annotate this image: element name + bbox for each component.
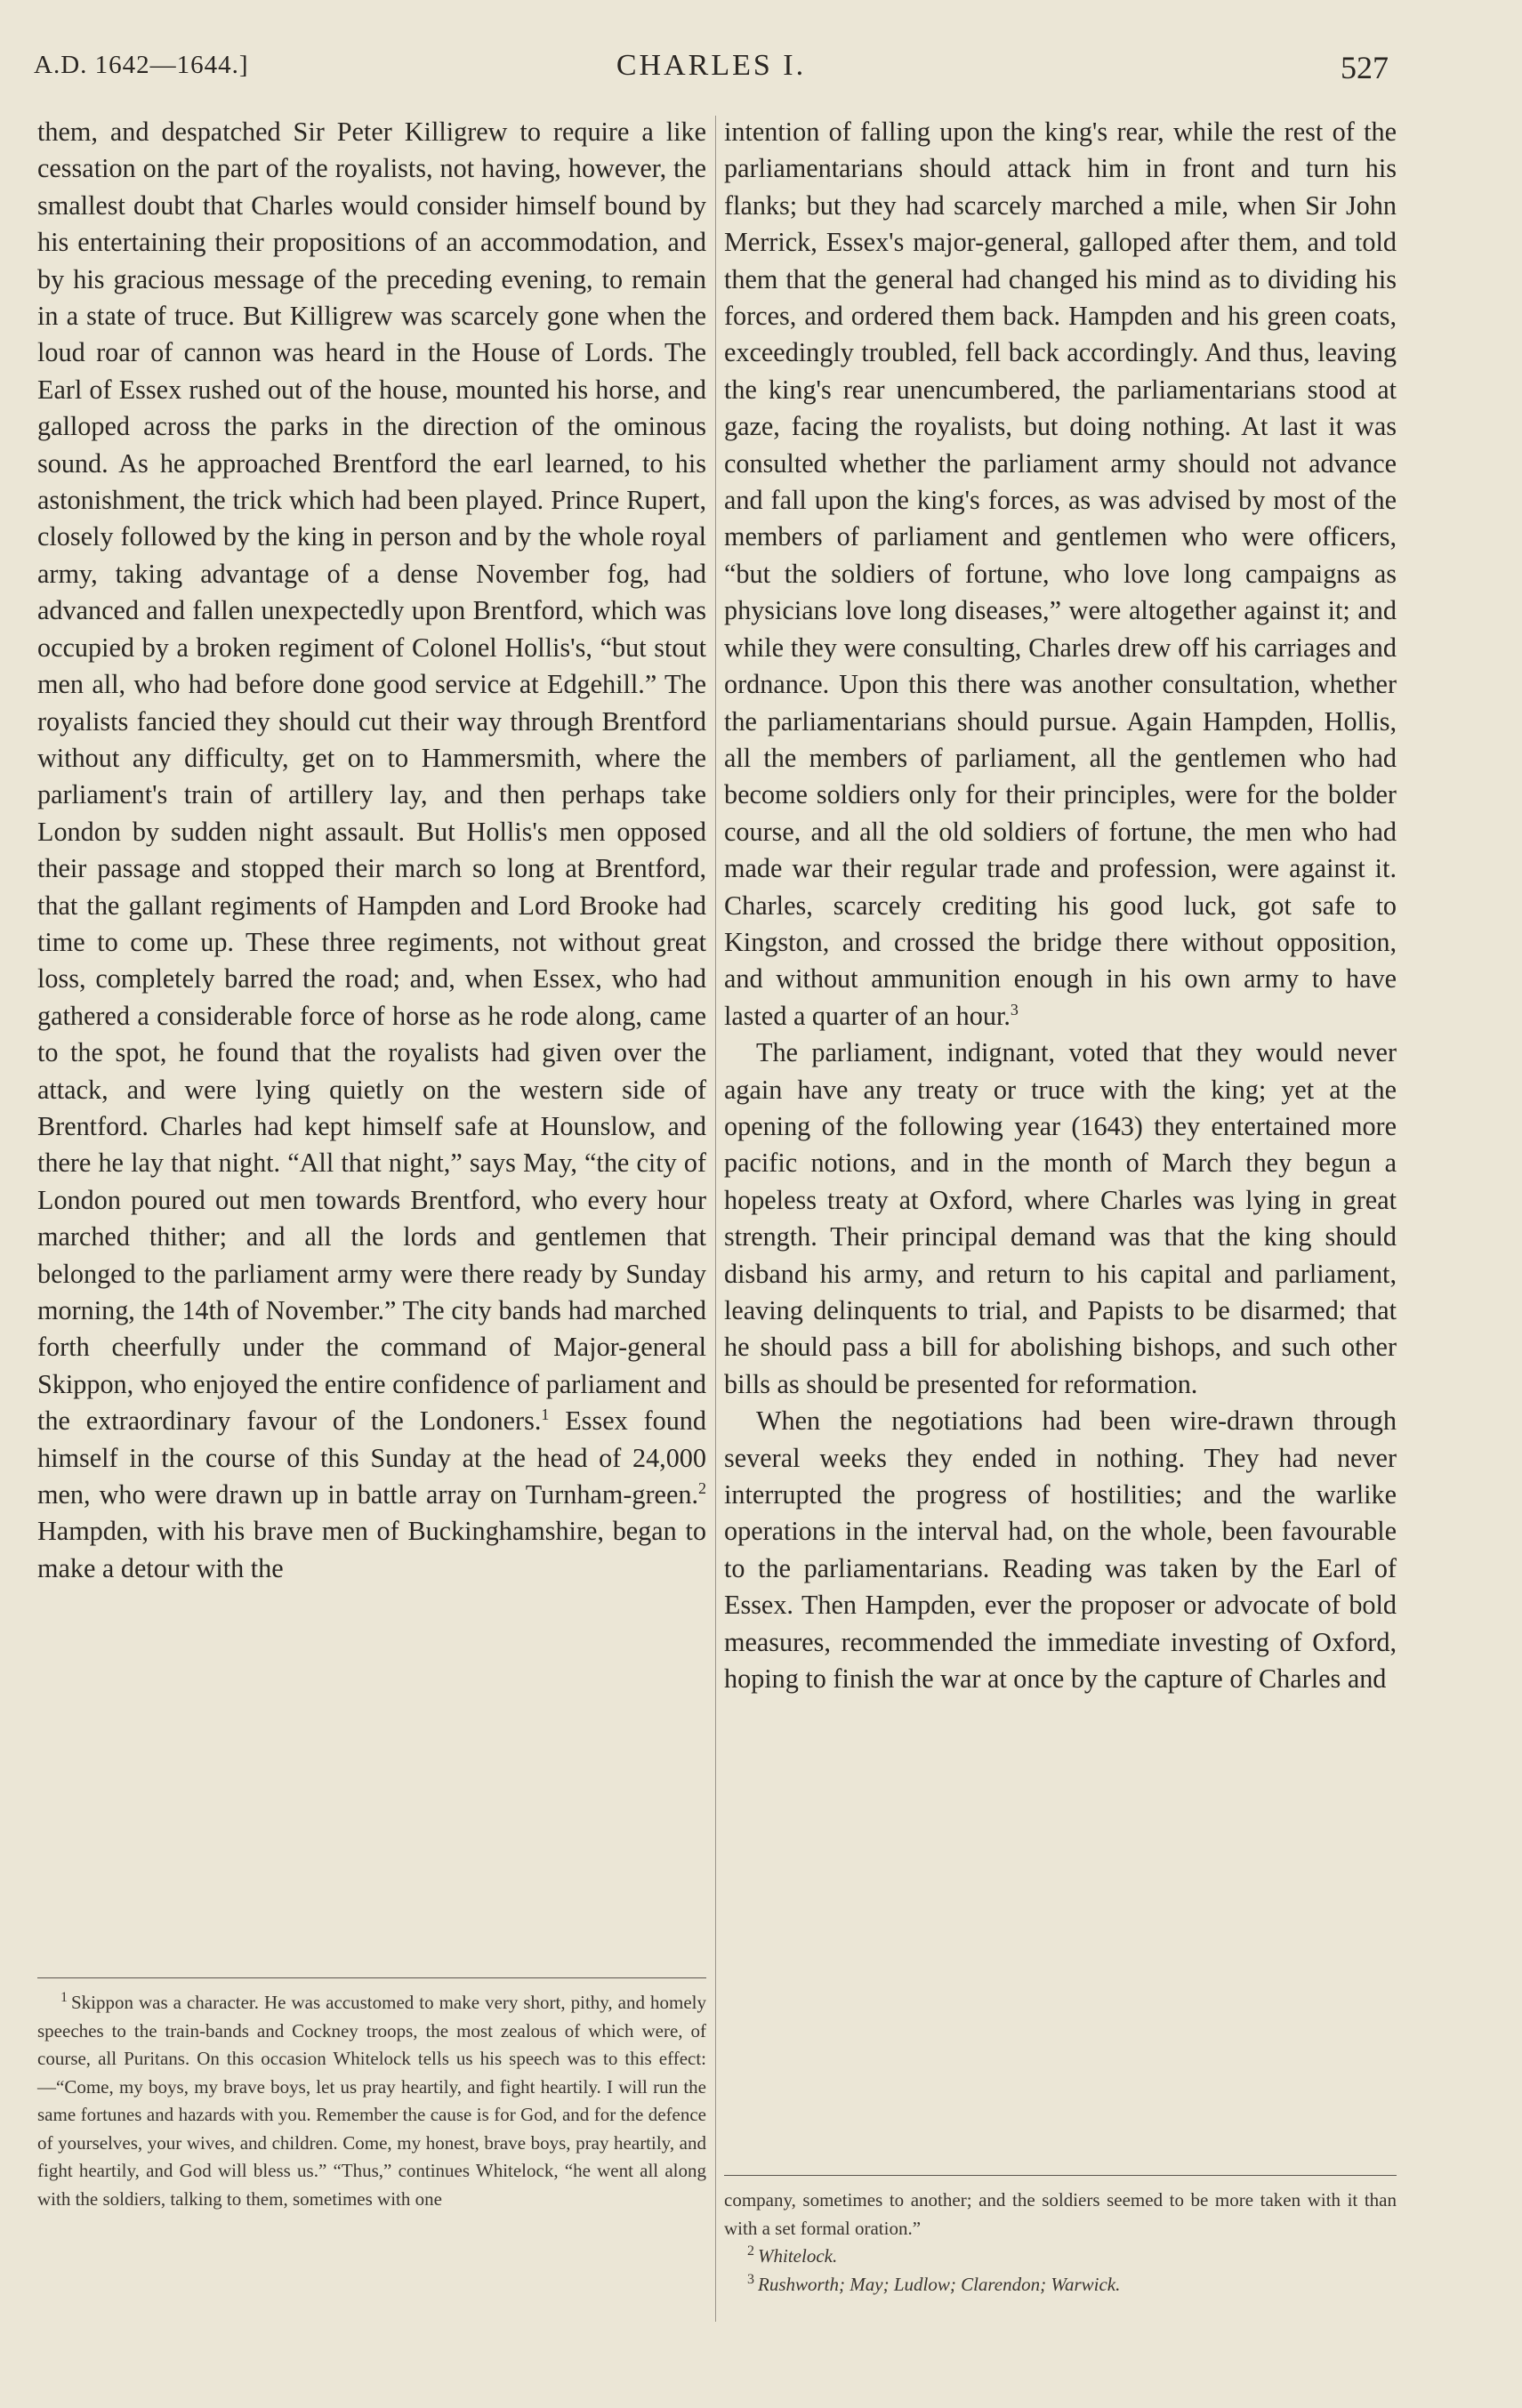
right-paragraph-3: When the negotiations had been wire-drawn through several weeks they ended in nothing. They had never interrupted the progress of hostilities; and the warlike operations in the interval had, on the whole, been favourable to the parliamentarians. Reading was taken by the Earl of Essex. Then Hampden, ever the proposer or advocate of bold measures, recommended the immediate investing of Oxford, hoping to finish the war at once by the capture of Charles and <box>724 1405 1397 1695</box>
footnote-rule-left <box>37 1977 706 1978</box>
footnote-ref-1: 1 <box>541 1405 550 1424</box>
footnotes-left <box>37 1989 706 2213</box>
footnote-ref-2: 2 <box>698 1478 706 1497</box>
right-paragraph-1-text: intention of falling upon the king's rear, while the rest of the parliamentarians should attack him in front and turn his flanks; but they had scarcely marched a mile, when Sir John Merrick, Essex's major-general, galloped after them, and told them that the general had changed his mind as to dividing his forces, and ordered them back. Hampden and his green coats, exceedingly troubled, fell back accordingly. And thus, leaving the king's rear unencumbered, the parliamentarians stood at gaze, facing the royalists, but doing nothing. At last it was consulted whether the parliament army should not advance and fall upon the king's forces, as was advised by most of the members of parliament and gentlemen who were officers, “but the soldiers of fortune, who love long campaigns as physicians love long diseases,” were altogether against it; and while they were consulting, Charles drew off his carriages and ordnance. Upon this there was another consultation, whether the parliamentarians should pursue. Again Hampden, Hollis, all the members of parliament, all the gentlemen who had become soldiers only for their principles, were for the bolder course, and all the old soldiers of fortune, the men who had made war their regular trade and profession, were against it. Charles, scarcely crediting his good luck, got safe to Kingston, and crossed the bridge there without opposition, and without ammunition enough in his own army to have lasted a quarter of an hour. <box>724 117 1397 1031</box>
footnote-2-number: 2 <box>747 2243 754 2259</box>
left-paragraph-end: Hampden, with his brave men of Buckinghamshire, began to make a detour with the <box>37 1516 706 1583</box>
right-paragraph-1 <box>724 114 1397 1035</box>
footnote-2-text: Whitelock. <box>758 2245 838 2267</box>
footnote-3-text: Rushworth; May; Ludlow; Clarendon; Warwick. <box>758 2273 1121 2295</box>
right-column <box>724 114 1397 1697</box>
header-title: CHARLES I. <box>616 49 807 82</box>
footnote-1-text: Skippon was a character. He was accustomed to make very short, pithy, and homely speeches to the train-bands and Cockney troops, the most zealous of which were, of course, all Puritans. On this occasion Whitelock tells us his speech was to this effect:—“Come, my boys, my brave boys, let us pray heartily, and fight heartily. I will run the same fortunes and hazards with you. Remember the cause is for God, and for the defence of yourselves, your wives, and children. Come, my honest, brave boys, pray heartily, and fight heartily, and God will bless us.” “Thus,” continues Whitelock, “he went all along with the soldiers, talking to them, sometimes with one <box>37 1992 706 2210</box>
footnote-3-number: 3 <box>747 2271 754 2287</box>
running-head <box>34 49 1389 85</box>
footnote-ref-3: 3 <box>1010 1000 1019 1019</box>
footnote-rule-right <box>724 2175 1397 2176</box>
left-paragraph <box>37 114 706 1587</box>
footnote-1-continued: company, sometimes to another; and the soldiers seemed to be more taken with it than with a set formal oration.” <box>724 2189 1397 2239</box>
right-paragraph-2: The parliament, indignant, voted that they would never again have any treaty or truce with the king; yet at the opening of the following year (1643) they entertained more pacific notions, and in the month of March they begun a hopeless treaty at Oxford, where Charles was lying in great strength. Their principal demand was that the king should disband his army, and return to his capital and parliament, leaving delinquents to trial, and Papists to be disarmed; that he should pass a bill for abolishing bishops, and such other bills as should be presented for reformation. <box>724 1037 1397 1399</box>
footnote-1-number: 1 <box>60 1990 68 2005</box>
footnote-2 <box>724 2243 1397 2271</box>
left-column <box>37 114 706 1587</box>
footnote-3 <box>724 2271 1397 2299</box>
footnotes-right <box>724 2187 1397 2299</box>
footnote-1 <box>37 1989 706 2213</box>
left-paragraph-text: them, and despatched Sir Peter Killigrew to require a like cessation on the part of the royalists, not having, however, the smallest doubt that Charles would consider himself bound by his entertaining their propositions of an accommodation, and by his gracious message of the preceding evening, to remain in a state of truce. But Killigrew was scarcely gone when the loud roar of cannon was heard in the House of Lords. The Earl of Essex rushed out of the house, mounted his horse, and galloped across the parks in the direction of the ominous sound. As he approached Brentford the earl learned, to his astonishment, the trick which had been played. Prince Rupert, closely followed by the king in person and by the whole royal army, taking advantage of a dense November fog, had advanced and fallen unexpectedly upon Brentford, which was occupied by a broken regiment of Colonel Hollis's, “but stout men all, who had before done good service at Edgehill.” The royalists fancied they should cut their way through Brentford without any difficulty, get on to Hammersmith, where the parliament's train of artillery lay, and then perhaps take London by sudden night assault. But Hollis's men opposed their passage and stopped their march so long at Brentford, that the gallant regiments of Hampden and Lord Brooke had time to come up. These three regiments, not without great loss, completely barred the road; and, when Essex, who had gathered a considerable force of horse as he rode along, came to the spot, he found that the royalists had given over the attack, and were lying quietly on the western side of Brentford. Charles had kept himself safe at Hounslow, and there he lay that night. “All that night,” says May, “the city of London poured out men towards Brentford, who every hour marched thither; and all the lords and gentlemen that belonged to the parliament army were there ready by Sunday morning, the 14th of November.” The city bands had marched forth cheerfully under the command of Major-general Skippon, who enjoyed the entire confidence of parliament and the extraordinary favour of the Londoners. <box>37 117 706 1437</box>
page-number: 527 <box>1341 50 1389 85</box>
column-divider <box>715 116 716 2322</box>
left-paragraph-cont: Essex found himself in the course of this Sunday at the head of 24,000 men, who were drawn up in battle array on Turnham-green. <box>37 1405 706 1510</box>
header-dates: A.D. 1642—1644.] <box>34 51 249 79</box>
